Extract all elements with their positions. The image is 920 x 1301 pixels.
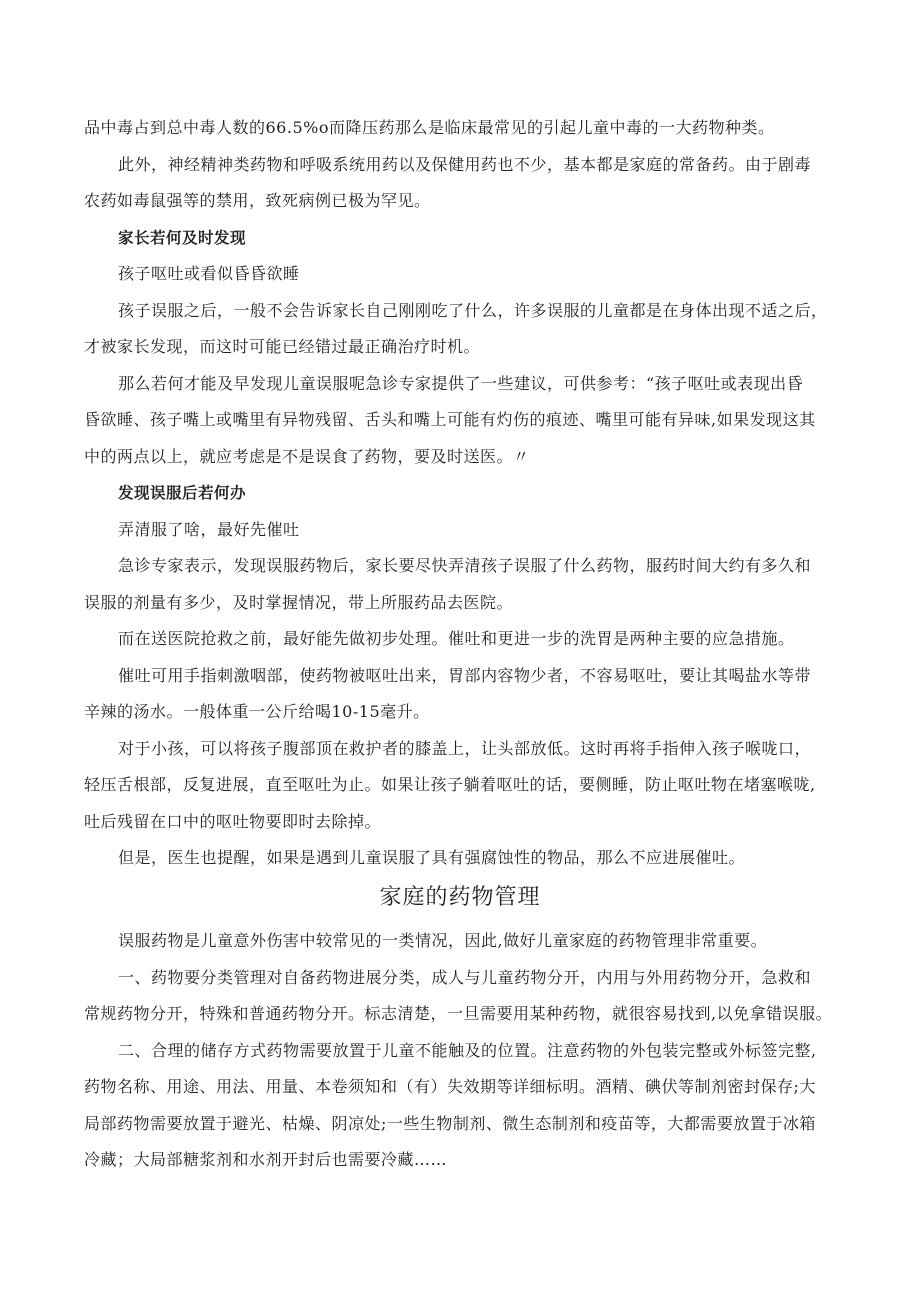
text-line-27: 药物名称、用途、用法、用量、本卷须知和（有）失效期等详细标明。酒精、碘伏等制剂密封保存;大 [84,1077,816,1096]
text-line-1: 品中毒占到总中毒人数的66.5%o而降压药那么是临床最常见的引起儿童中毒的一大药物种类。 [84,118,775,137]
text-line-6: 孩子误服之后，一般不会告诉家长自己刚刚吃了什么，许多误服的儿童都是在身体出现不适之后， [118,301,828,320]
text-line-15: 而在送医院抢救之前，最好能先做初步处理。催吐和更进一步的洗胃是两种主要的应急措施。 [118,629,795,648]
section-heading-what-to-do: 发现误服后若何办 [118,484,247,502]
text-line-29: 冷藏；大局部糖浆剂和水剂开封后也需要冷藏…… [84,1150,448,1169]
text-line-10: 中的两点以上，就应考虑是不是误食了药物，要及时送医。〃 [84,447,530,466]
text-line-16: 催吐可用手指刺激咽部，使药物被呕吐出来，胃部内容物少者，不容易呕吐，要让其喝盐水等带 [118,666,812,685]
text-line-9: 昏欲睡、孩子嘴上或嘴里有异物残留、舌头和嘴上可能有灼伤的痕迹、嘴里可能有异味,如果发现这其 [84,410,816,429]
text-line-7: 才被家长发现，而这时可能已经错过最正确治疗时机。 [84,337,481,356]
text-line-19: 轻压舌根部，反复进展，直至呕吐为止。如果让孩子躺着呕吐的话，要侧睡，防止呕吐物在堵塞喉咙, [84,775,816,794]
text-line-2: 此外，神经精神类药物和呼吸系统用药以及保健用药也不少，基本都是家庭的常备药。由于剧毒 [118,155,812,174]
text-line-14: 误服的剂量有多少，及时掌握情况，带上所服药品去医院。 [84,593,514,612]
text-line-24: 一、药物要分类管理对自备药物进展分类，成人与儿童药物分开，内用与外用药物分开，急救和 [118,968,812,987]
text-line-26: 二、合理的储存方式药物需要放置于儿童不能触及的位置。注意药物的外包装完整或外标签完整, [118,1041,817,1060]
text-line-3: 农药如毒鼠强等的禁用，致死病例已极为罕见。 [84,191,431,210]
text-line-25: 常规药物分开，特殊和普通药物分开。标志清楚，一旦需要用某种药物，就很容易找到,以免拿错误服。 [84,1004,833,1023]
text-line-13: 急诊专家表示，发现误服药物后，家长要尽快弄清孩子误服了什么药物，服药时间大约有多久和 [118,556,812,575]
section-heading-discover: 家长若何及时发现 [118,229,247,247]
text-line-20: 吐后残留在口中的呕吐物要即时去除掉。 [84,812,382,831]
text-line-8: 那么若何才能及早发现儿童误服呢急诊专家提供了一些建议，可供参考：“孩子呕吐或表现出昏 [118,374,804,393]
text-line-23: 误服药物是儿童意外伤害中较常见的一类情况，因此,做好儿童家庭的药物管理非常重要。 [118,931,768,950]
text-line-17: 辛辣的汤水。一般体重一公斤给喝10-15毫升。 [84,702,430,721]
subheading-vomit: 孩子呕吐或看似昏昏欲睡 [118,264,300,283]
subheading-induce-vomit: 弄清服了啥，最好先催吐 [118,520,300,539]
text-line-21: 但是，医生也提醒，如果是遇到儿童误服了具有强腐蚀性的物品，那么不应进展催吐。 [118,848,746,867]
text-line-18: 对于小孩，可以将孩子腹部顶在救护者的膝盖上，让头部放低。这时再将手指伸入孩子喉咙口， [118,739,812,758]
section-title-home-medicine: 家庭的药物管理 [379,885,541,910]
text-line-28: 局部药物需要放置于避光、枯燥、阴凉处;一些生物制剂、微生态制剂和疫苗等，大都需要放置于冰箱 [84,1114,816,1133]
